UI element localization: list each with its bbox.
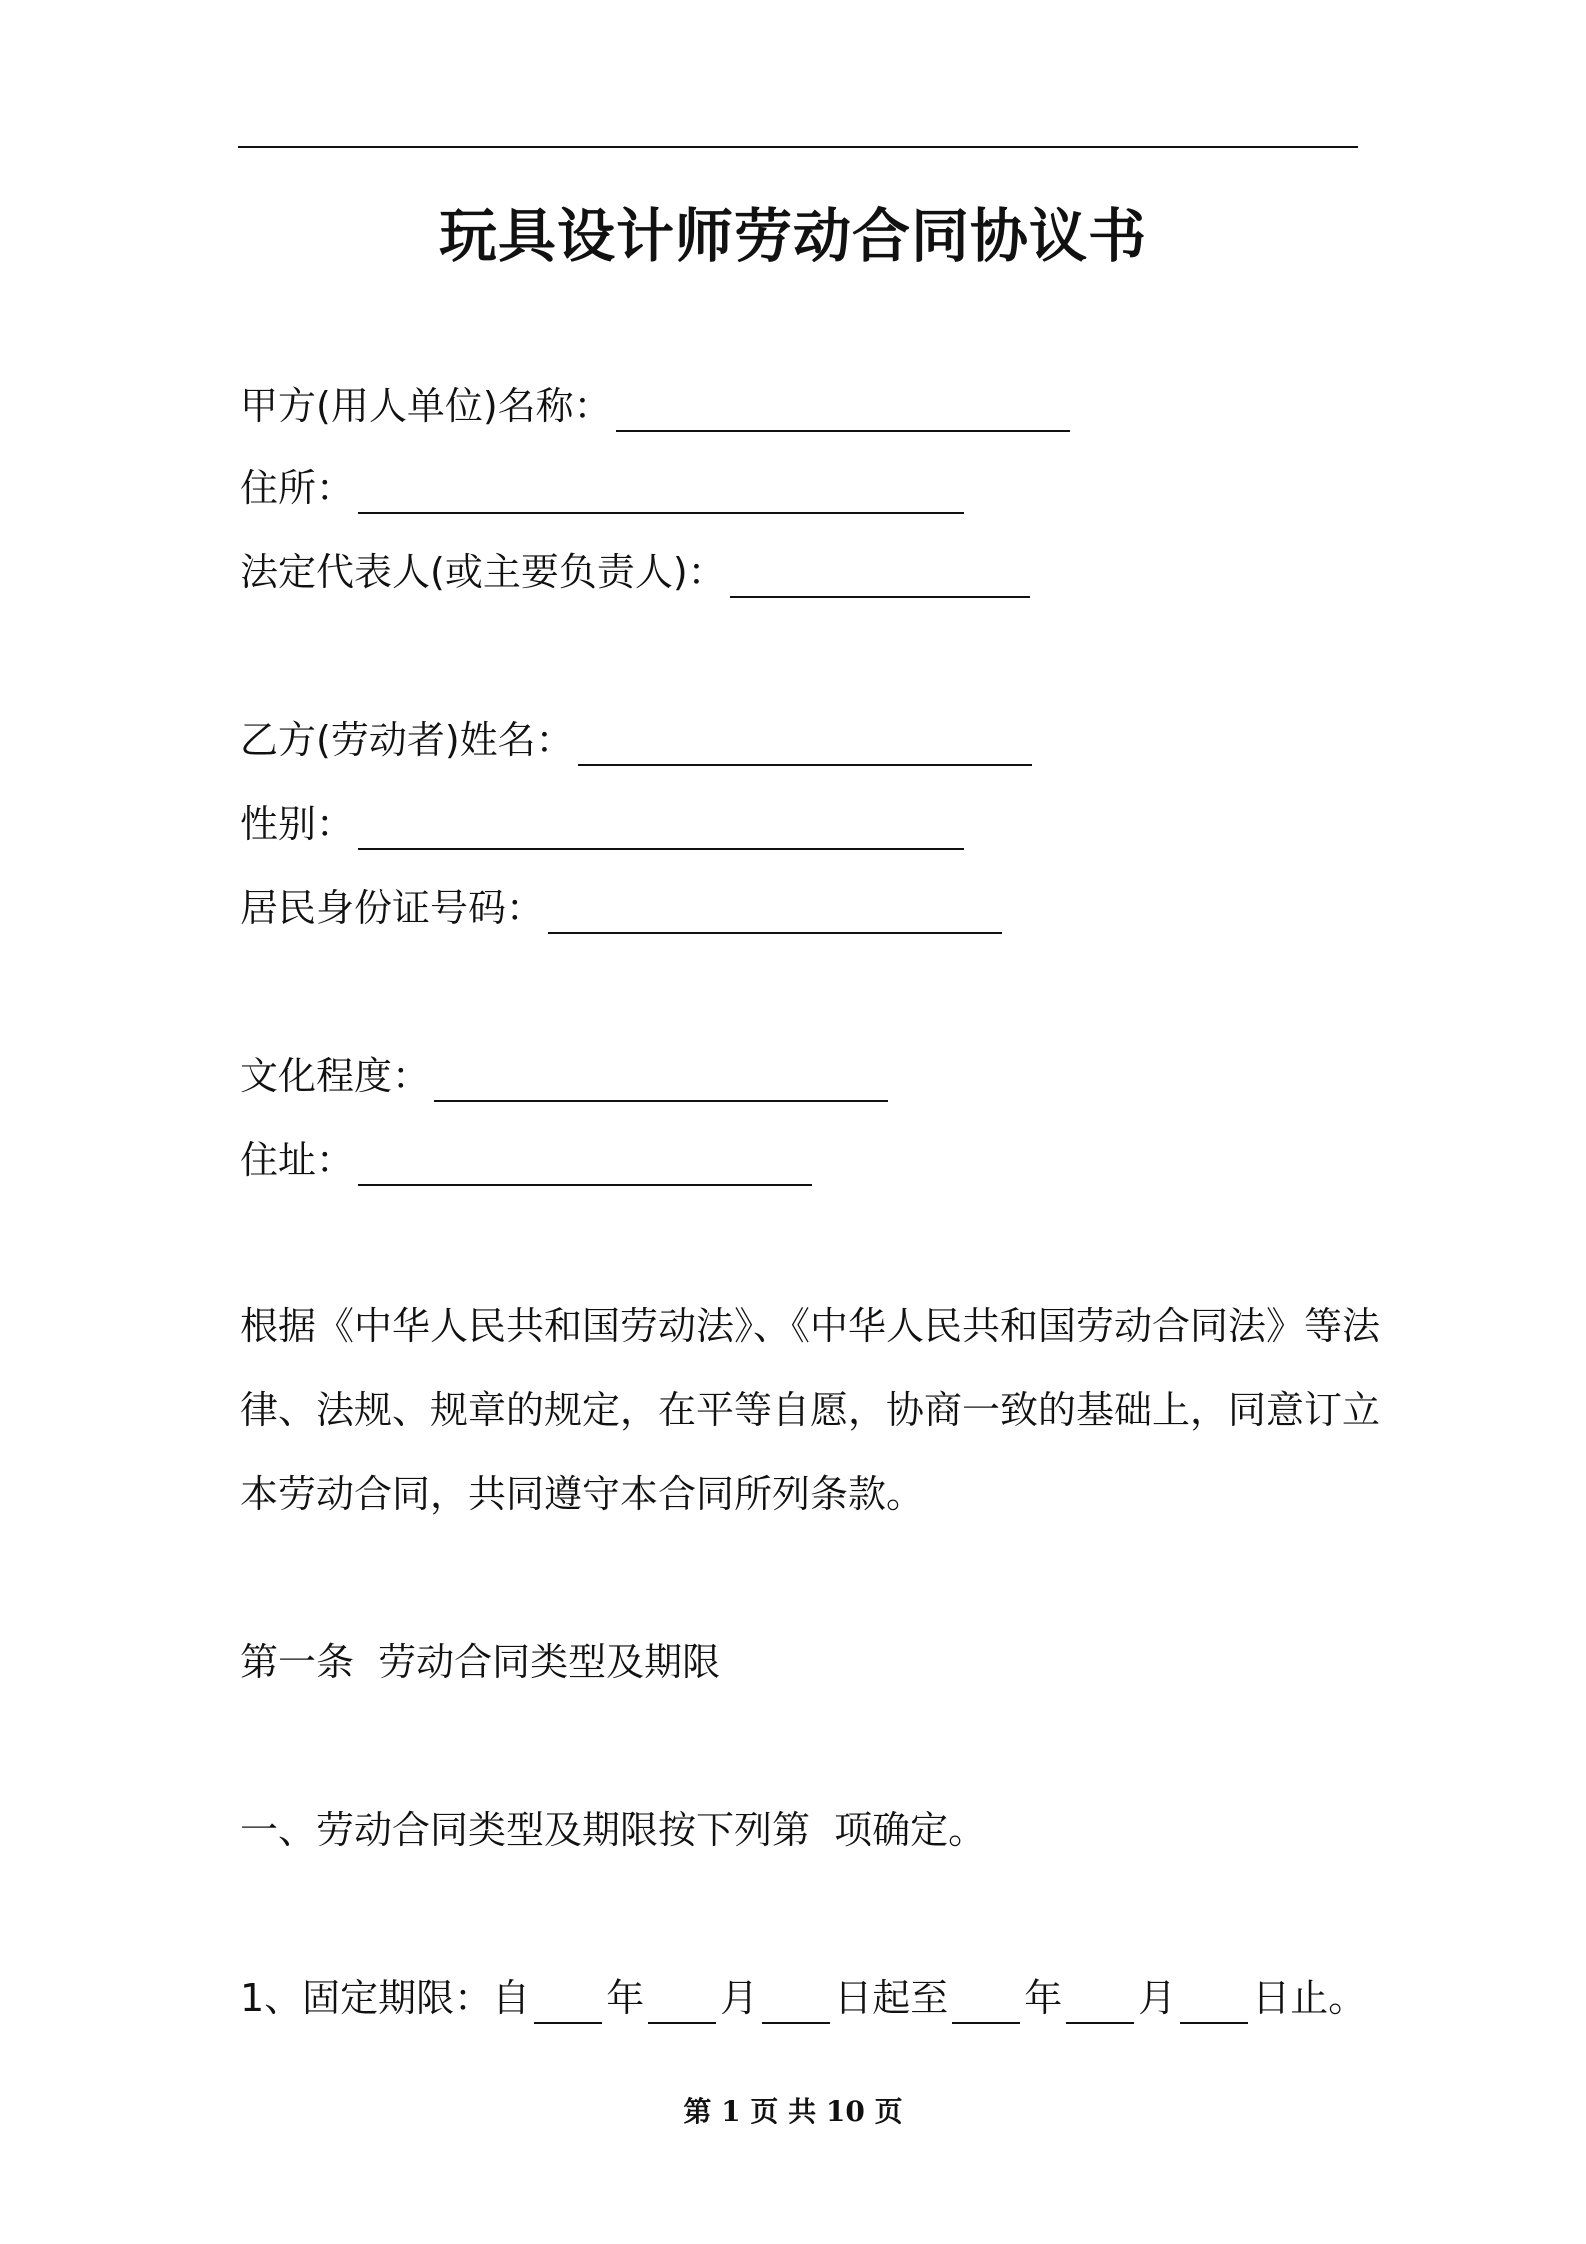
party-a-address-blank xyxy=(358,468,964,514)
preamble-line-3: 本劳动合同，共同遵守本合同所列条款。 xyxy=(240,1472,925,1516)
party-b-education-label: 文化程度： xyxy=(240,1054,431,1098)
party-b-name-label: 乙方(劳动者)姓名： xyxy=(240,718,574,762)
party-b-address-line xyxy=(240,1134,812,1186)
party-a-representative-blank xyxy=(730,552,1030,598)
header-rule xyxy=(238,146,1358,148)
party-b-gender-label: 性别： xyxy=(240,802,355,846)
party-b-name-line xyxy=(240,714,1032,766)
party-a-address-line xyxy=(240,462,964,514)
fixed-term-prefix: 1、固定期限：自 xyxy=(240,1976,531,2020)
party-a-name-blank xyxy=(616,386,1070,432)
clause-1 xyxy=(240,1804,986,1856)
party-b-education-line xyxy=(240,1050,888,1102)
end-year-label: 年 xyxy=(1024,1976,1063,2020)
end-day-blank xyxy=(1180,1978,1248,2024)
start-month-label: 月 xyxy=(720,1976,759,2020)
preamble-line-2: 律、法规、规章的规定，在平等自愿，协商一致的基础上，同意订立 xyxy=(240,1388,1381,1432)
document-title: 玩具设计师劳动合同协议书 xyxy=(438,202,1147,270)
party-a-name-label: 甲方(用人单位)名称： xyxy=(240,384,612,428)
party-a-representative-label: 法定代表人(或主要负责人)： xyxy=(240,550,726,594)
start-year-blank xyxy=(534,1978,602,2024)
party-b-address-label: 住址： xyxy=(240,1138,355,1182)
party-a-name-line xyxy=(240,380,1070,432)
start-day-blank xyxy=(762,1978,830,2024)
start-month-blank xyxy=(648,1978,716,2024)
end-day-label: 日止。 xyxy=(1252,1976,1367,2020)
party-a-address-label: 住所： xyxy=(240,466,355,510)
party-b-gender-blank xyxy=(358,804,964,850)
party-b-address-blank xyxy=(358,1140,812,1186)
page-footer: 第 1 页 共 10 页 xyxy=(683,2095,903,2128)
start-day-label: 日起至 xyxy=(834,1976,949,2020)
party-b-id-line xyxy=(240,882,1002,934)
clause-1-text: 一、劳动合同类型及期限按下列第 项确定。 xyxy=(240,1808,987,1852)
fixed-term-line xyxy=(240,1972,1366,2024)
party-b-name-blank xyxy=(578,720,1032,766)
party-a-representative-line xyxy=(240,546,1030,598)
party-b-id-blank xyxy=(548,888,1002,934)
article-1-heading xyxy=(240,1636,720,1688)
party-b-education-blank xyxy=(434,1056,888,1102)
article-1-heading-text: 第一条 劳动合同类型及期限 xyxy=(240,1640,721,1684)
end-year-blank xyxy=(952,1978,1020,2024)
preamble-line-1: 根据《中华人民共和国劳动法》、《中华人民共和国劳动合同法》等法 xyxy=(240,1304,1381,1348)
preamble-paragraph xyxy=(240,1284,1381,1536)
end-month-label: 月 xyxy=(1138,1976,1177,2020)
start-year-label: 年 xyxy=(606,1976,645,2020)
end-month-blank xyxy=(1066,1978,1134,2024)
party-b-id-label: 居民身份证号码： xyxy=(240,886,545,930)
party-b-gender-line xyxy=(240,798,964,850)
